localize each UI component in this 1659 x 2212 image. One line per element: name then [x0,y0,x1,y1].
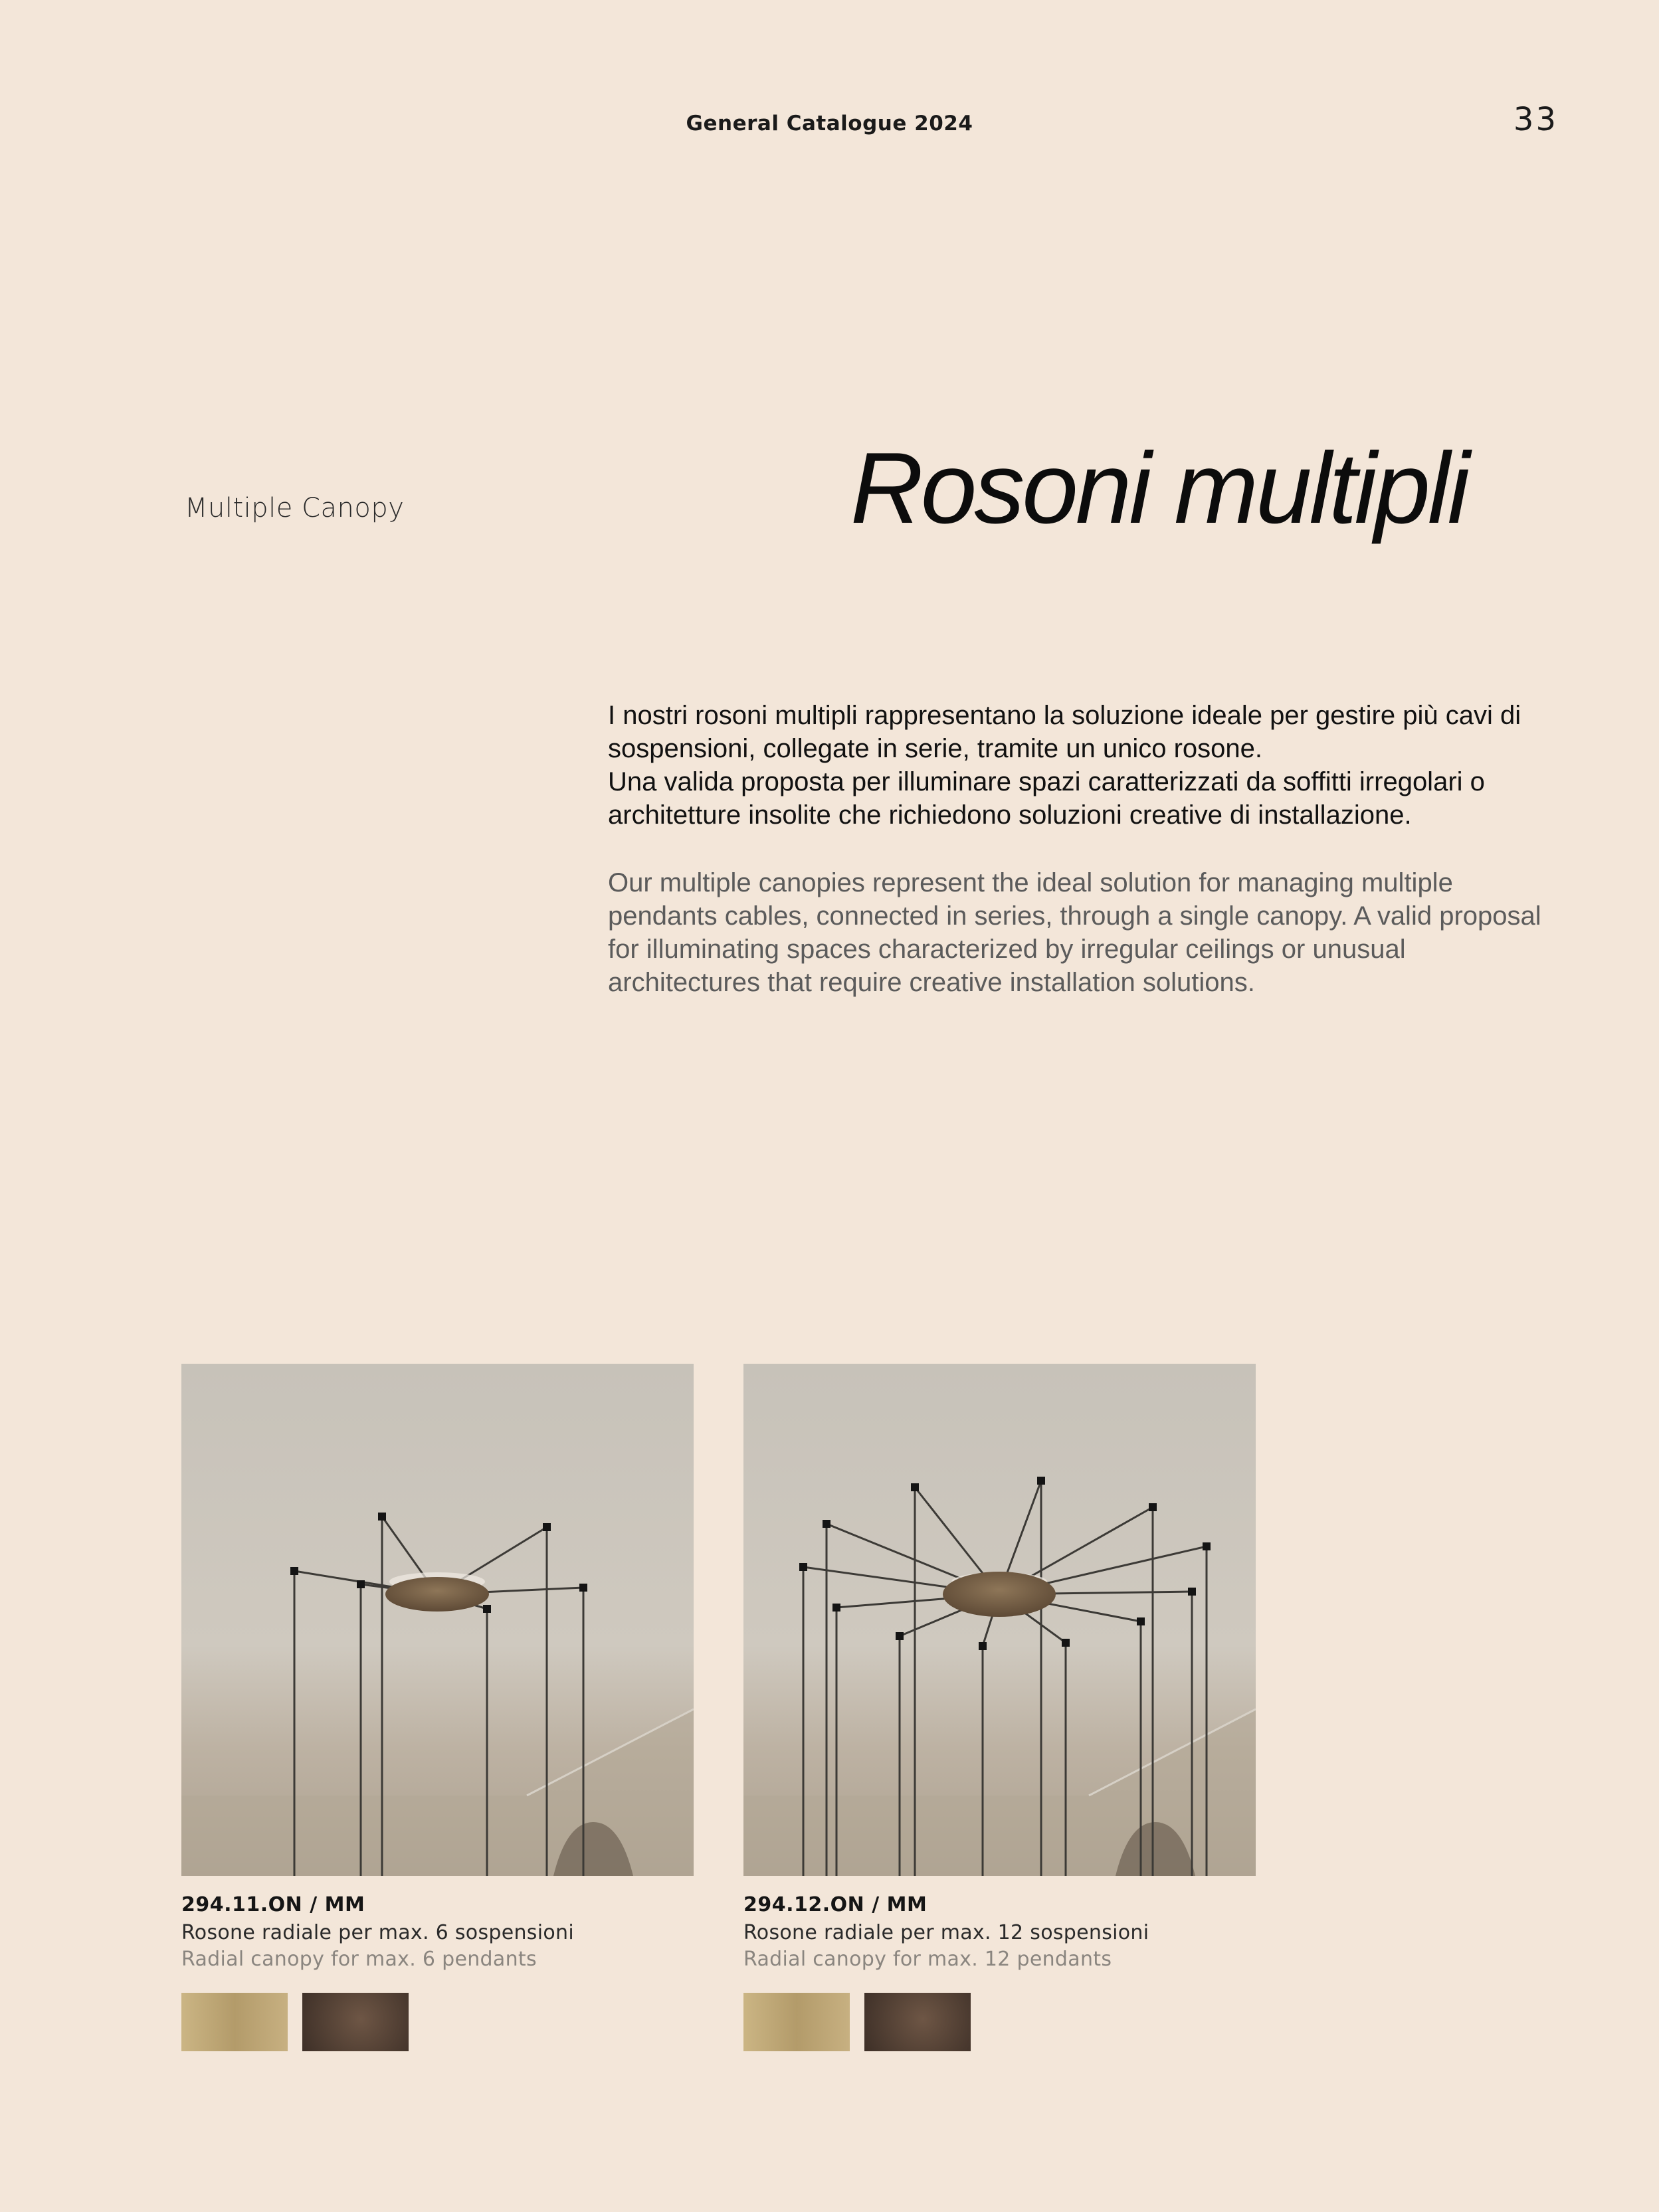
product-name-english: Radial canopy for max. 12 pendants [743,1948,1112,1971]
bronze-finish-swatch [302,1993,409,2051]
product-photo-6-pendants [181,1364,694,1876]
section-subtitle: Multiple Canopy [185,493,405,523]
product-name-italian: Rosone radiale per max. 12 sospensioni [743,1921,1149,1944]
product-name-english: Radial canopy for max. 6 pendants [181,1948,537,1971]
description-italian-paragraph-2: Una valida proposta per illuminare spazi caratterizzati da soffitti irregolari o architetture insolite che richiedono soluzioni creative di installazione. [608,767,1485,830]
description-italian-paragraph-1: I nostri rosoni multipli rappresentano la soluzione ideale per gestire più cavi di sospensioni, collegate in serie, tramite un unico rosone. [608,701,1521,763]
brass-finish-swatch [743,1993,850,2051]
description-english [608,866,1565,999]
section-title: Rosoni multipli [850,432,1468,545]
product-name-italian: Rosone radiale per max. 6 sospensioni [181,1921,574,1944]
bronze-finish-swatch [864,1993,971,2051]
catalogue-title: General Catalogue 2024 [686,112,973,136]
page-number: 33 [1513,101,1558,138]
description-english-paragraph: Our multiple canopies represent the ideal solution for managing multiple pendants cables, connected in series, through a single canopy. A valid proposal for illuminating spaces characterized by irregular ceilings or unusual architectures that require creative installation solutions. [608,868,1541,997]
product-code: 294.11.ON / MM [181,1893,365,1916]
product-photo-12-pendants [743,1364,1256,1876]
description-italian [608,699,1565,832]
product-code: 294.12.ON / MM [743,1893,927,1916]
brass-finish-swatch [181,1993,288,2051]
